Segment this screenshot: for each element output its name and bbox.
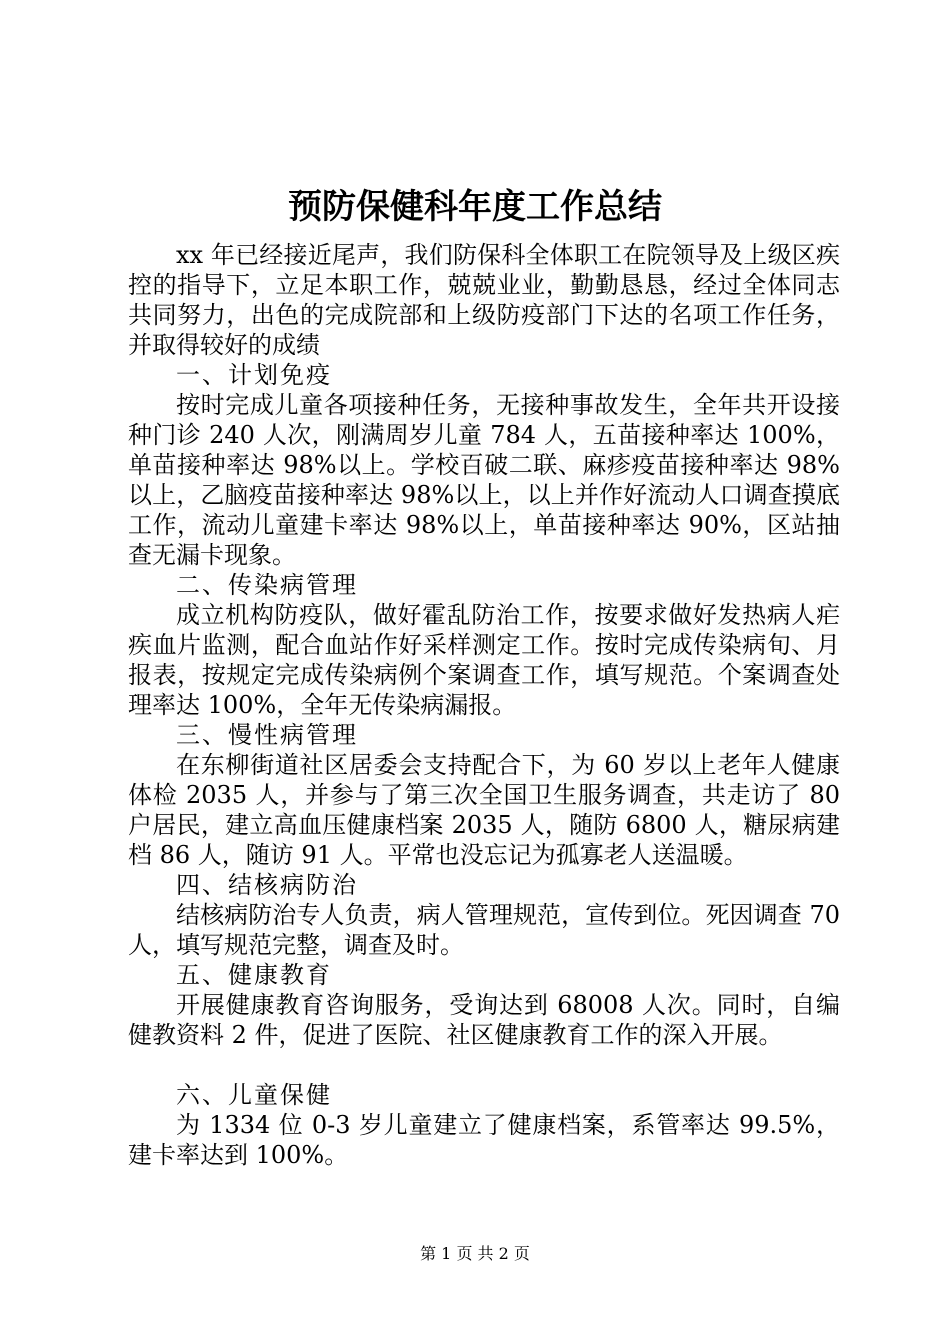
section-text-chronic-disease: 在东柳街道社区居委会支持配合下，为 60 岁以上老年人健康体检 2035 人，并参与了第三次全国卫生服务调查，共走访了 80 户居民，建立高血压健康档案 2035 人，随防 6800 人，糖尿病建档 86 人，随访 91 人。平常也没忘记为孤寡老人送温暖。 <box>128 751 840 869</box>
section-text-immunization: 按时完成儿童各项接种任务，无接种事故发生，全年共开设接种门诊 240 人次，刚满周岁儿童 784 人，五苗接种率达 100%，单苗接种率达 98%以上。学校百破二联、麻疹疫苗接种率达 98%以上，乙脑疫苗接种率达 98%以上，以上并作好流动人口调查摸底工作，流动儿童建卡率达 98%以上，单苗接种率达 90%，区站抽查无漏卡现象。 <box>128 391 840 569</box>
section-text-child-care: 为 1334 位 0-3 岁儿童建立了健康档案，系管率达 99.5%，建卡率达到 100%。 <box>128 1111 840 1169</box>
section-text-tuberculosis: 结核病防治专人负责，病人管理规范，宣传到位。死因调查 70 人，填写规范完整，调查及时。 <box>128 901 840 959</box>
section-text-infectious-disease: 成立机构防疫队，做好霍乱防治工作，按要求做好发热病人疟疾血片监测，配合血站作好采样测定工作。按时完成传染病旬、月报表，按规定完成传染病例个案调查工作，填写规范。个案调查处理率达 100%，全年无传染病漏报。 <box>128 601 840 719</box>
section-heading-health-education: 五、健康教育 <box>176 961 332 989</box>
section-heading-infectious-disease: 二、传染病管理 <box>176 571 358 599</box>
section-text-health-education: 开展健康教育咨询服务，受询达到 68008 人次。同时，自编健教资料 2 件，促进了医院、社区健康教育工作的深入开展。 <box>128 991 840 1049</box>
section-heading-child-care: 六、儿童保健 <box>176 1081 332 1109</box>
page-number-footer: 第 1 页 共 2 页 <box>420 1244 530 1263</box>
section-heading-tuberculosis: 四、结核病防治 <box>176 871 358 899</box>
document-title: 预防保健科年度工作总结 <box>288 187 662 227</box>
document-body <box>128 240 840 1170</box>
paragraph-spacer <box>128 1050 840 1080</box>
section-heading-chronic-disease: 三、慢性病管理 <box>176 721 358 749</box>
intro-paragraph: xx 年已经接近尾声，我们防保科全体职工在院领导及上级区疾控的指导下，立足本职工作，兢兢业业，勤勤恳恳，经过全体同志共同努力，出色的完成院部和上级防疫部门下达的名项工作任务，并取得较好的成绩 <box>128 241 840 359</box>
section-heading-immunization: 一、计划免疫 <box>176 361 332 389</box>
